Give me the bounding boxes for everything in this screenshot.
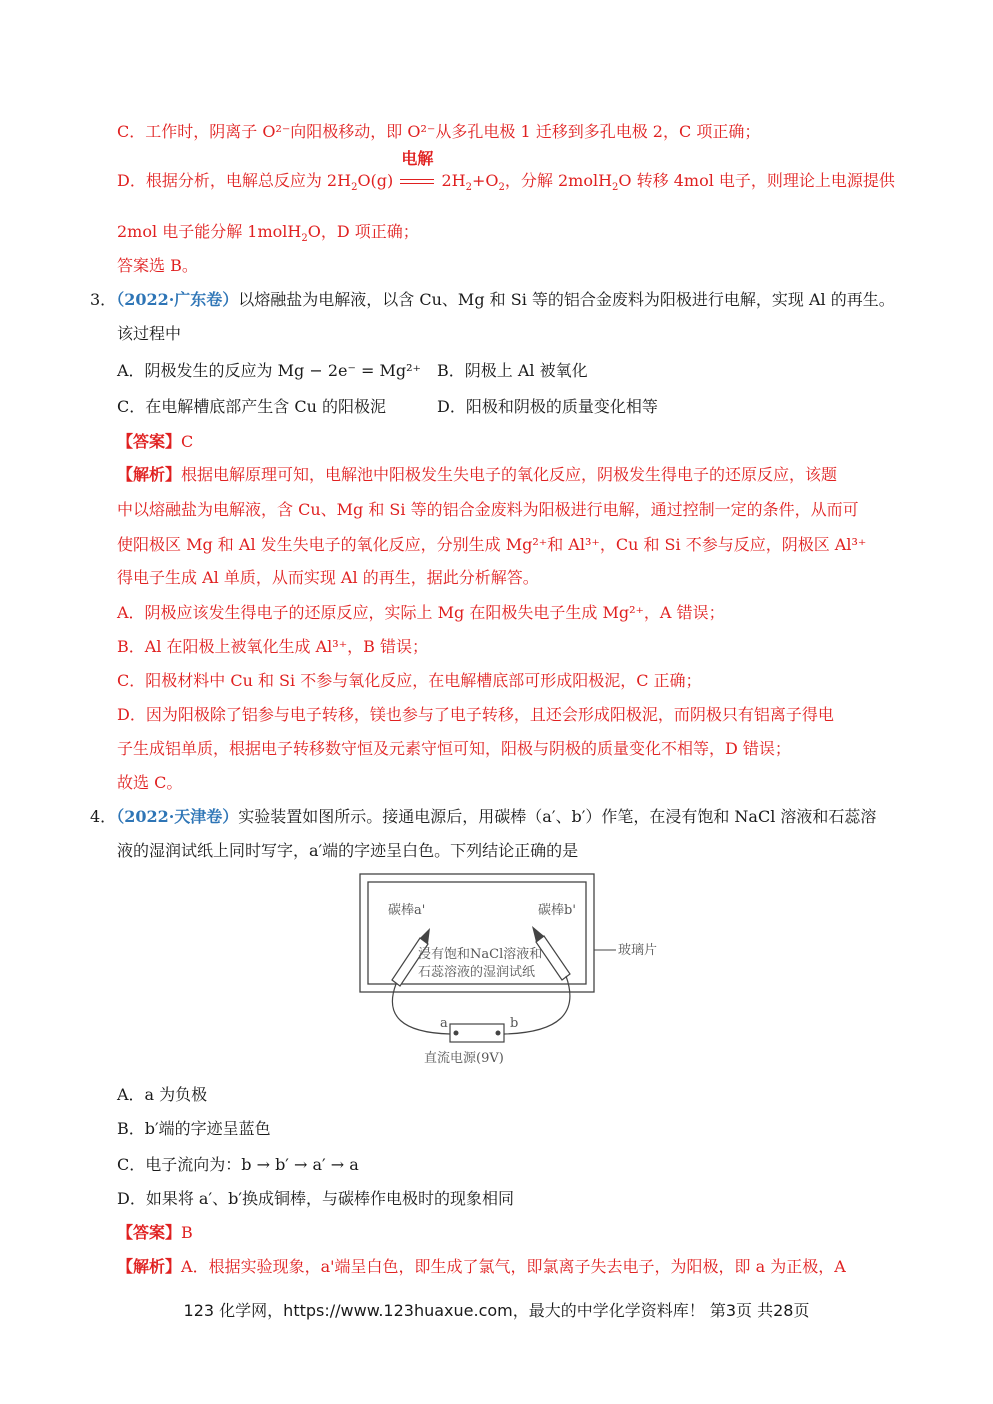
terminal-b: b [510,1016,519,1031]
q3-option-d: D．阳极和阴极的质量变化相等 [437,397,658,416]
q4-analysis-line1: 【解析】A．根据实验现象，a'端呈白色，即生成了氯气，即氯离子失去电子，为阳极，即 a 为正极，A [117,1257,846,1276]
rod-b-label: 碳棒b' [538,903,576,918]
q4-option-b: B．b′端的字迹呈蓝色 [117,1119,271,1138]
paper-label-1: 浸有饱和NaCl溶液和 [418,947,543,962]
q4-stem-line1: 4．（2022·天津卷）实验装置如图所示。接通电源后，用碳棒（a′、b′）作笔，在浸有饱和 NaCl 溶液和石蕊溶 [90,807,877,826]
q4-answer: 【答案】B [117,1223,193,1242]
q3-stem-line1: 3．（2022·广东卷）以熔融盐为电解液，以含 Cu、Mg 和 Si 等的铝合金废料为阳极进行电解，实现 Al 的再生。 [90,290,895,309]
q3-answer: 【答案】C [117,432,194,451]
q3-analysis-d1: D．因为阳极除了铝参与电子转移，镁也参与了电子转移，且还会形成阳极泥，而阴极只有铝离子得电 [117,705,834,724]
q3-option-b: B．阴极上 Al 被氧化 [437,361,588,380]
q3-source-tag: （2022·广东卷） [116,290,239,309]
prev-answer: 答案选 B。 [117,256,198,275]
rod-a-label: 碳棒a' [388,903,426,918]
q3-option-a: A．阴极发生的反应为 Mg − 2e⁻ = Mg²⁺ [117,361,422,380]
q4-stem-line2: 液的湿润试纸上同时写字，a′端的字迹呈白色。下列结论正确的是 [117,841,579,860]
electrolysis-condition: 电解 [400,171,434,191]
glass-label: 玻璃片 [618,943,658,958]
q3-analysis-c: C．阳极材料中 Cu 和 Si 不参与氧化反应，在电解槽底部可形成阳极泥，C 正确； [117,671,702,690]
q3-option-c: C．在电解槽底部产生含 Cu 的阳极泥 [117,397,386,416]
page-footer: 123 化学网，https://www.123huaxue.com，最大的中学化学资料库！ 第3页 共28页 [183,1301,810,1320]
prev-option-d: D．根据分析，电解总反应为 $2H_2O(g)$ 电解 $2H_2+O_2$，分解 2molH$_2$O 转移 4mol 电子，则理论上电源提供 [117,149,895,194]
electrolysis-apparatus-diagram [358,872,658,1068]
q3-analysis-b: B．Al 在阳极上被氧化生成 Al³⁺，B 错误； [117,637,428,656]
prev-option-c: C．工作时，阴离子 O²⁻向阳极移动，即 O²⁻从多孔电极 1 迁移到多孔电极 2，C 项正确； [117,122,761,141]
q3-analysis-a: A．阴极应该发生得电子的还原反应，实际上 Mg 在阳极失电子生成 Mg²⁺，A 错误； [117,603,725,622]
q4-option-d: D．如果将 a′、b′换成铜棒，与碳棒作电极时的现象相同 [117,1189,514,1208]
q3-conclusion: 故选 C。 [117,773,183,792]
paper-label-2: 石蕊溶液的湿润试纸 [418,965,536,980]
q3-analysis-line3: 使阳极区 Mg 和 Al 发生失电子的氧化反应，分别生成 Mg²⁺和 Al³⁺，Cu 和 Si 不参与反应，阴极区 Al³⁺ [117,535,867,554]
q3-analysis-d2: 子生成铝单质，根据电子转移数守恒及元素守恒可知，阳极与阴极的质量变化不相等，D 错误； [117,739,791,758]
q4-option-c: C．电子流向为：b → b′ → a′ → a [117,1155,359,1174]
q4-source-tag: （2022·天津卷） [116,807,239,826]
power-label: 直流电源(9V) [424,1051,504,1066]
q3-analysis-line2: 中以熔融盐为电解液，含 Cu、Mg 和 Si 等的铝合金废料为阳极进行电解，通过控制一定的条件，从而可 [117,500,859,519]
q3-analysis-line4: 得电子生成 Al 单质，从而实现 Al 的再生，据此分析解答。 [117,568,539,587]
terminal-a: a [440,1016,448,1031]
q3-stem-line2: 该过程中 [117,324,182,343]
q3-analysis-line1: 【解析】根据电解原理可知，电解池中阳极发生失电子的氧化反应，阴极发生得电子的还原反应，该题 [117,465,838,484]
prev-option-d-cont: 2mol 电子能分解 1molH$_2$O，D 项正确； [117,222,419,245]
q4-option-a: A．a 为负极 [117,1085,208,1104]
